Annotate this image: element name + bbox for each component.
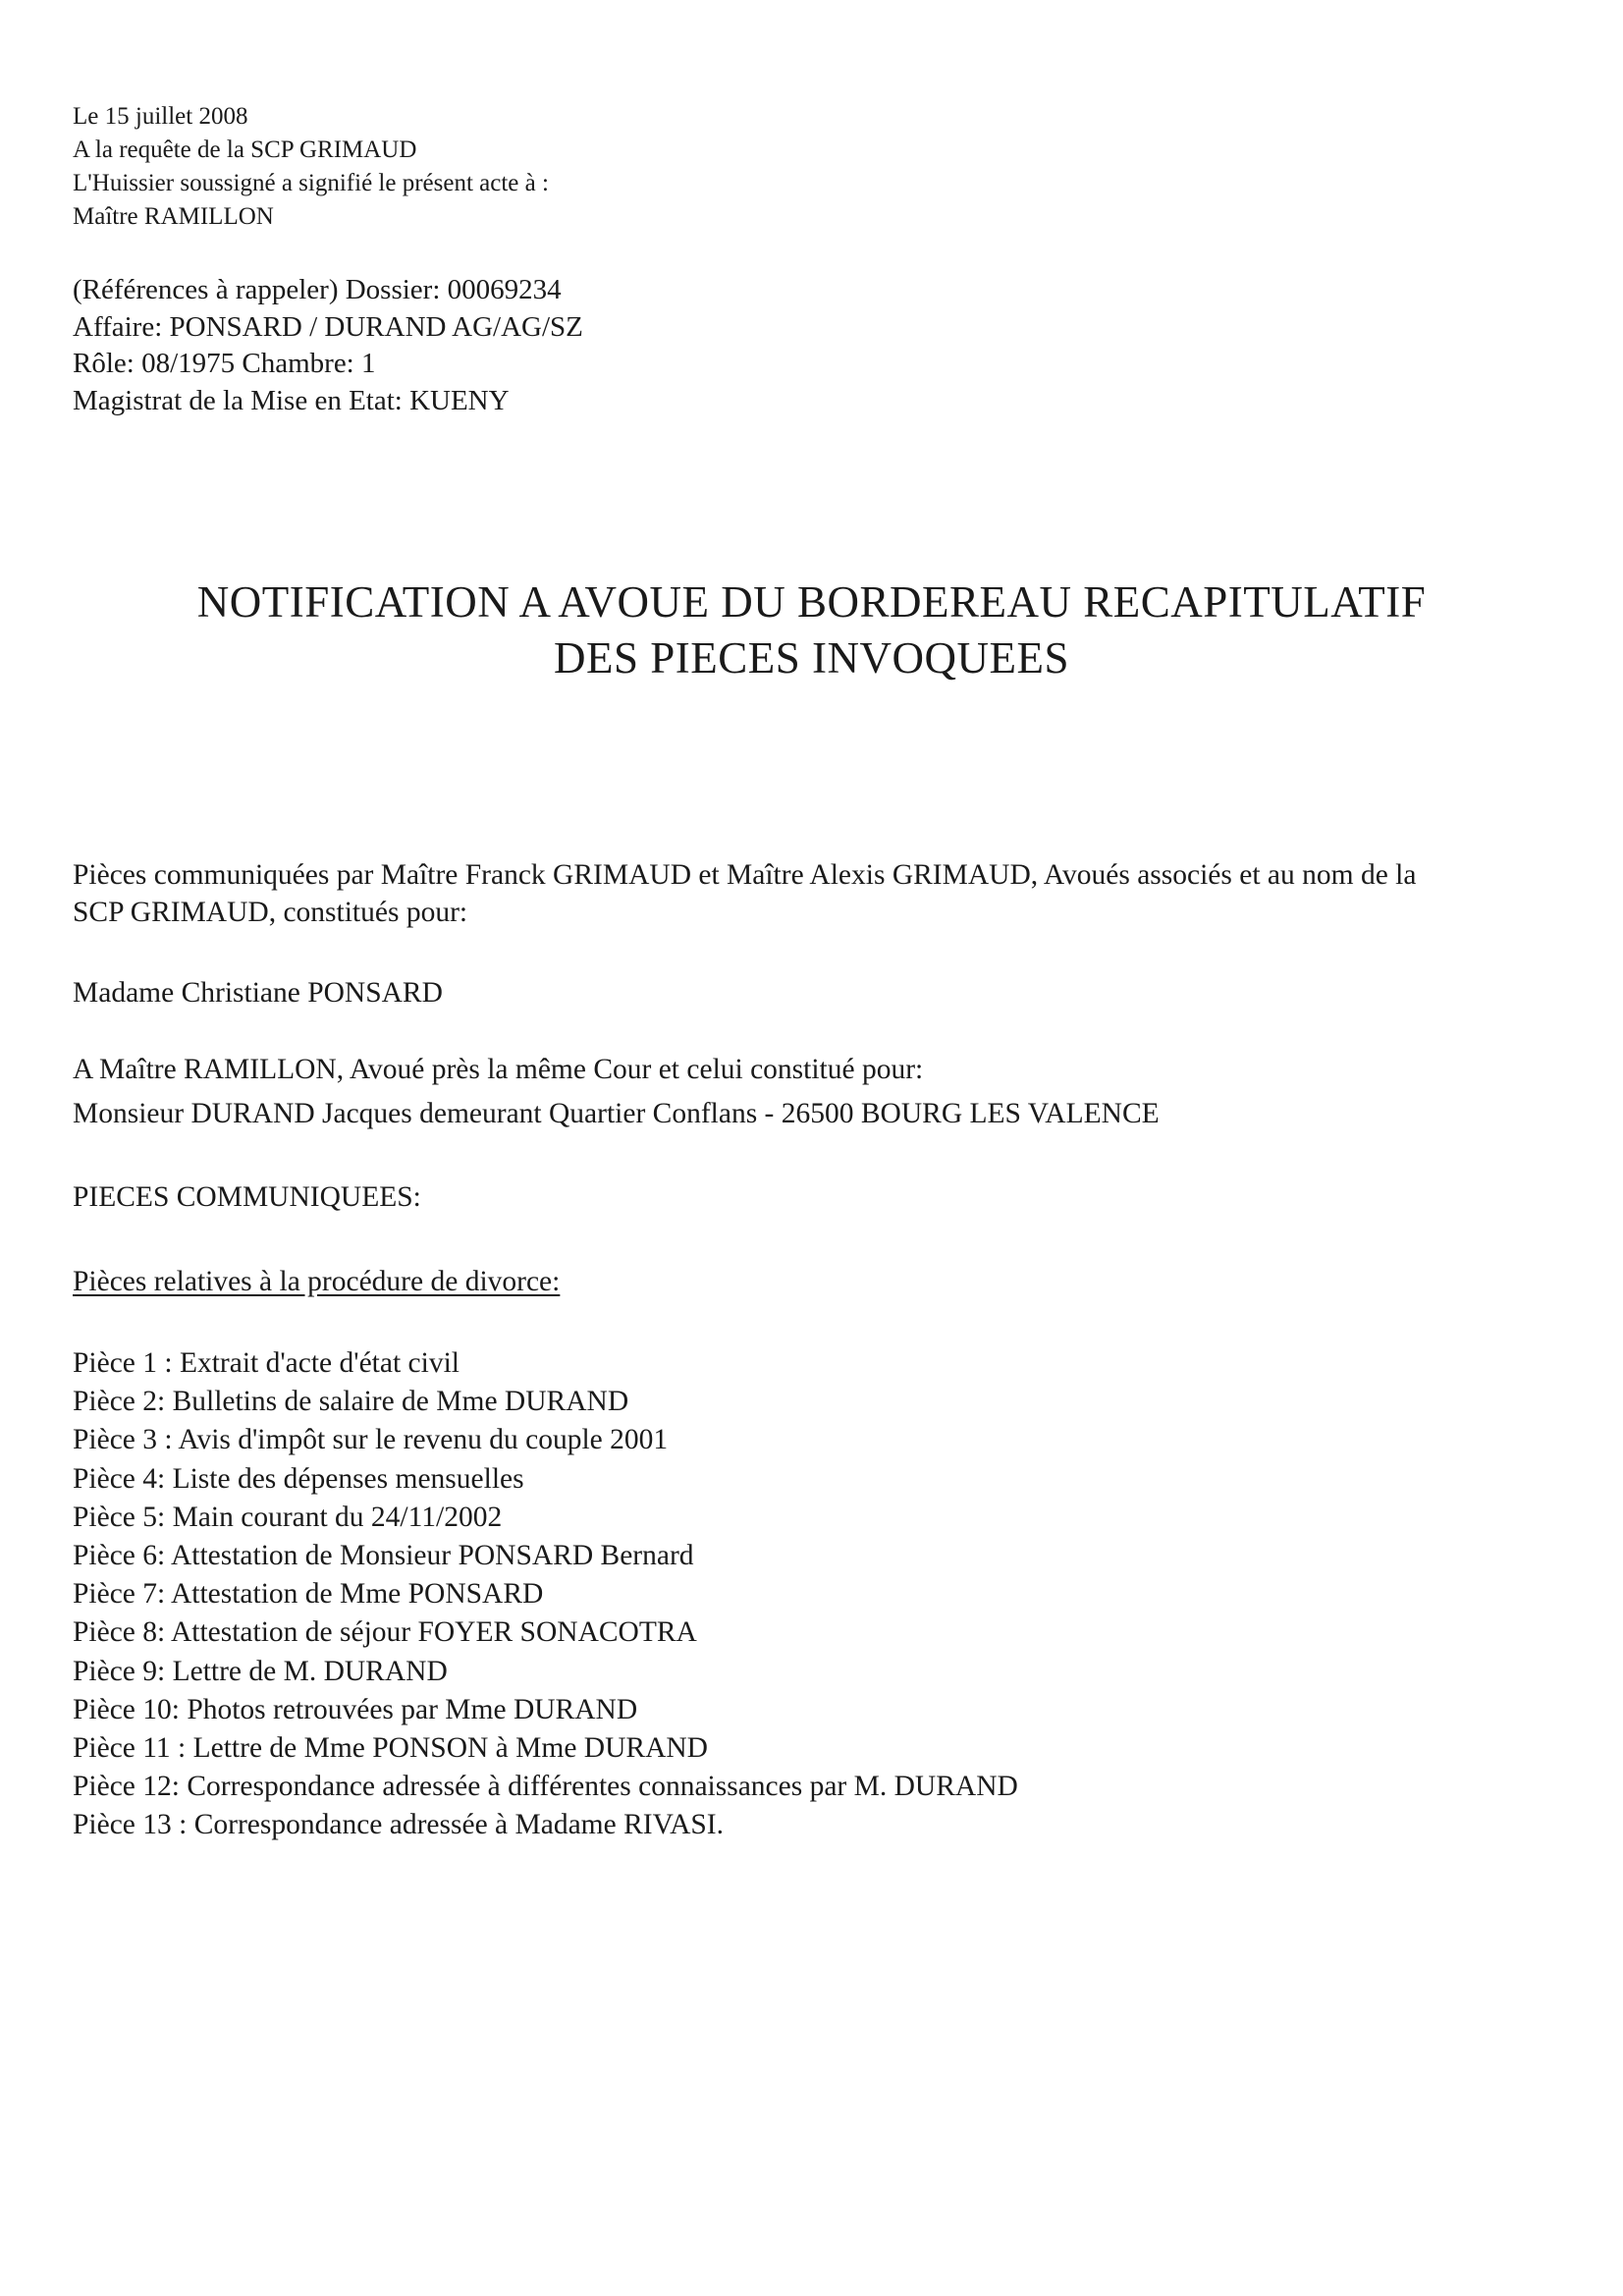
list-item: Pièce 6: Attestation de Monsieur PONSARD Bernard	[73, 1540, 694, 1572]
recipient-counsel-line: A Maître RAMILLON, Avoué près la même Cour et celui constitué pour:	[73, 1054, 924, 1085]
list-item: Pièce 12: Correspondance adressée à différentes connaissances par M. DURAND	[73, 1771, 1018, 1803]
list-item: Pièce 2: Bulletins de salaire de Mme DURAND	[73, 1386, 629, 1418]
bailiff-line: L'Huissier soussigné a signifié le présent acte à :	[73, 170, 549, 196]
list-item: Pièce 10: Photos retrouvées par Mme DURAND	[73, 1693, 638, 1725]
list-item: Pièce 9: Lettre de M. DURAND	[73, 1655, 448, 1687]
list-item: Pièce 5: Main courant du 24/11/2002	[73, 1501, 503, 1533]
dossier-reference: (Références à rappeler) Dossier: 00069234	[73, 274, 562, 305]
header-block	[73, 100, 549, 234]
opposing-party-line: Monsieur DURAND Jacques demeurant Quartier Conflans - 26500 BOURG LES VALENCE	[73, 1098, 1160, 1129]
section-heading: Pièces relatives à la procédure de divorce:	[73, 1266, 561, 1297]
magistrat-reference: Magistrat de la Mise en Etat: KUENY	[73, 384, 510, 416]
recipient-line: Maître RAMILLON	[73, 203, 274, 230]
list-item: Pièce 7: Attestation de Mme PONSARD	[73, 1578, 544, 1611]
title-line-1: NOTIFICATION A AVOUE DU BORDEREAU RECAPITULATIF	[196, 577, 1427, 627]
list-item: Pièce 13 : Correspondance adressée à Madame RIVASI.	[73, 1809, 725, 1841]
intro-paragraph: Pièces communiquées par Maître Franck GRIMAUD et Maître Alexis GRIMAUD, Avoués associés et au nom de la SCP GRIMAUD, constitués pour:	[73, 859, 1417, 928]
list-item: Pièce 8: Attestation de séjour FOYER SONACOTRA	[73, 1616, 697, 1649]
requester-line: A la requête de la SCP GRIMAUD	[73, 137, 417, 163]
list-item: Pièce 1 : Extrait d'acte d'état civil	[73, 1347, 460, 1379]
title-line-2: DES PIECES INVOQUEES	[553, 633, 1070, 683]
role-reference: Rôle: 08/1975 Chambre: 1	[73, 348, 376, 379]
list-item: Pièce 11 : Lettre de Mme PONSON à Mme DURAND	[73, 1732, 708, 1765]
references-block	[73, 272, 583, 419]
list-item: Pièce 3 : Avis d'impôt sur le revenu du couple 2001	[73, 1424, 669, 1456]
date-line: Le 15 juillet 2008	[73, 103, 248, 130]
affaire-reference: Affaire: PONSARD / DURAND AG/AG/SZ	[73, 310, 583, 343]
pieces-list	[73, 1344, 1018, 1845]
client-name: Madame Christiane PONSARD	[73, 977, 443, 1009]
pieces-heading: PIECES COMMUNIQUEES:	[73, 1181, 421, 1213]
document-title	[0, 574, 1623, 686]
list-item: Pièce 4: Liste des dépenses mensuelles	[73, 1462, 524, 1495]
